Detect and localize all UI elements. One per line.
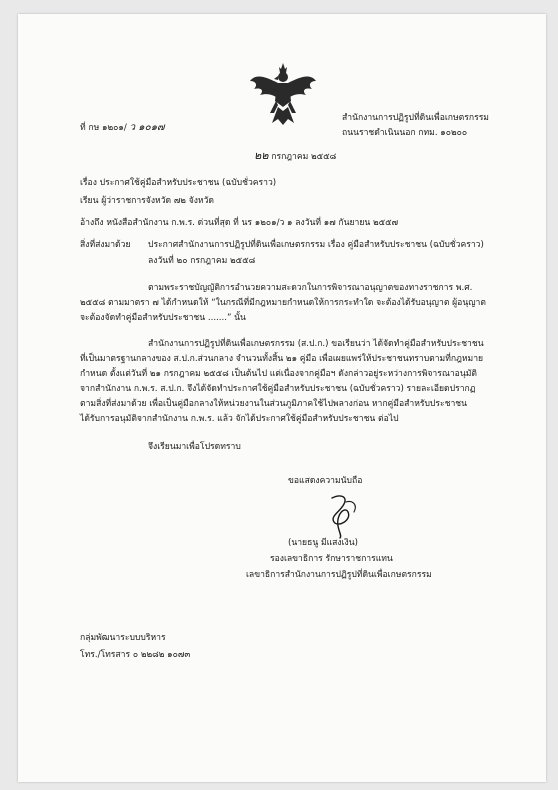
document-number [80,122,165,134]
body-paragraph-2-line-1: สำนักงานการปฏิรูปที่ดินเพื่อเกษตรกรรม (ส.ป.ก.) ขอเรียนว่า ได้จัดทำคู่มือสำหรับประชาชน [148,339,484,349]
date-month-year: กรกฎาคม ๒๕๕๘ [271,152,337,162]
body-paragraph-1-line-1: ตามพระราชบัญญัติการอำนวยความสะดวกในการพิจารณาอนุญาตของทางราชการ พ.ศ. [148,283,473,293]
enclosure-line-1: ประกาศสำนักงานการปฏิรูปที่ดินเพื่อเกษตรกรรม เรื่อง คู่มือสำหรับประชาชน (ฉบับชั่วคราว) [148,240,484,250]
letter-page [18,14,546,782]
signatory-title-1: รองเลขาธิการ รักษาราชการแทน [270,554,393,564]
closing-request: จึงเรียนมาเพื่อโปรดทราบ [148,442,241,452]
organization-address: ถนนราชดำเนินนอก กทม. ๑๐๒๐๐ [342,128,468,138]
enclosure-label: สิ่งที่ส่งมาด้วย [80,240,131,250]
reference-line: อ้างถึง หนังสือสำนักงาน ก.พ.ร. ด่วนที่สุด ที่ นร ๑๒๐๑/ว ๑ ลงวันที่ ๑๗ กันยายน ๒๕๕๗ [80,218,399,228]
garuda-emblem-icon [248,61,318,127]
body-paragraph-2-line-4: จากสำนักงาน ก.พ.ร. ส.ป.ก. จึงได้จัดทำประกาศใช้คู่มือสำหรับประชาชน (ฉบับชั่วคราว) รายละเอียดปรากฏ [80,384,476,394]
enclosure-line-2: ลงวันที่ ๒๐ กรกฎาคม ๒๕๕๘ [148,256,256,266]
handwritten-signature-icon [318,492,368,540]
body-paragraph-2-line-3: กำหนด ตั้งแต่วันที่ ๒๑ กรกฎาคม ๒๕๕๘ เป็นต้นไป แต่เนื่องจากคู่มือฯ ดังกล่าวอยู่ระหว่างการพิจารณาอนุมัติ [80,369,477,379]
document-number-handwritten: ว ๑๐๑๗ [129,122,165,133]
body-paragraph-1-line-2: ๒๕๕๘ ตามมาตรา ๗ ได้กำหนดให้ “ในกรณีที่มีกฎหมายกำหนดให้การกระทำใด จะต้องได้รับอนุญาต ผู้อนุญาต [80,298,486,308]
recipient-line: เรียน ผู้ว่าราชการจังหวัด ๗๒ จังหวัด [80,196,214,206]
body-paragraph-2-line-5: ตามสิ่งที่ส่งมาด้วย เพื่อเป็นคู่มือกลางให้หน่วยงานในส่วนภูมิภาคใช้ไปพลางก่อน หากคู่มือสำหรับประชาชน [80,399,467,409]
body-paragraph-2-line-2: ที่เป็นมาตรฐานกลางของ ส.ป.ก.ส่วนกลาง จำนวนทั้งสิ้น ๒๑ คู่มือ เพื่อเผยแพร่ให้ประชาชนทราบตามที่กฎหมาย [80,354,484,364]
body-paragraph-2-line-6: ได้รับการอนุมัติจากสำนักงาน ก.พ.ร. แล้ว จักได้ประกาศใช้คู่มือสำหรับประชาชน ต่อไป [80,414,399,424]
letter-date [254,150,336,163]
organization-name: สำนักงานการปฏิรูปที่ดินเพื่อเกษตรกรรม [342,113,489,123]
contact-phone: โทร./โทรสาร ๐ ๒๒๘๒ ๑๐๗๓ [80,650,191,660]
complimentary-closing: ขอแสดงความนับถือ [288,476,363,486]
subject-line: เรื่อง ประกาศใช้คู่มือสำหรับประชาชน (ฉบับชั่วคราว) [80,178,277,188]
signatory-title-2: เลขาธิการสำนักงานการปฏิรูปที่ดินเพื่อเกษตรกรรม [246,570,432,580]
body-paragraph-1-line-3: จะต้องจัดทำคู่มือสำหรับประชาชน .......” นั้น [80,313,246,323]
signatory-name: (นายธนู มีแสงเงิน) [288,538,358,548]
division-name: กลุ่มพัฒนาระบบบริหาร [80,633,166,643]
date-day-handwritten: ๒๒ [254,149,269,162]
document-number-prefix: ที่ กษ ๑๒๐๑/ [80,123,127,133]
